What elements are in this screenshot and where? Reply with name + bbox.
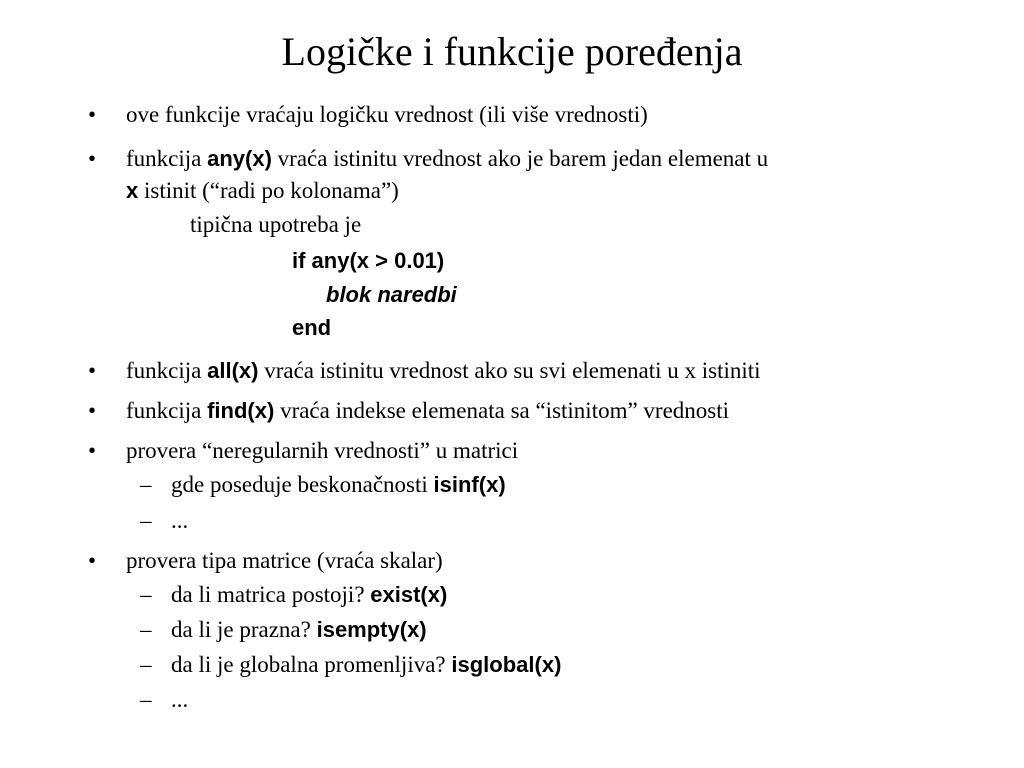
code-x: x xyxy=(126,178,139,203)
bullet-marker: • xyxy=(88,438,97,463)
text-fragment: funkcija xyxy=(126,146,208,171)
code-line-block: blok naredbi xyxy=(326,282,457,307)
bullet-marker: • xyxy=(88,146,97,171)
text-fragment: vraća indekse elemenata sa “istinitom” vrednosti xyxy=(274,398,730,423)
code-line-end: end xyxy=(292,315,332,340)
usage-label: tipična upotreba je xyxy=(190,212,362,237)
dash-marker: – xyxy=(140,652,152,677)
bullet-marker: • xyxy=(88,102,97,127)
text-fragment: da li je globalna promenljiva? xyxy=(171,652,452,677)
code-isglobal: isglobal(x) xyxy=(451,652,562,677)
text-fragment: funkcija xyxy=(126,398,208,423)
bullet-text xyxy=(126,396,729,426)
dash-marker: – xyxy=(140,617,152,642)
bullet-marker: • xyxy=(88,398,97,423)
code-any: any(x) xyxy=(207,146,272,171)
text-fragment: vraća istinitu vrednost ako su svi elemenati u x istiniti xyxy=(258,358,761,383)
bullet-text: provera “neregularnih vrednosti” u matrici xyxy=(126,438,519,463)
code-isinf: isinf(x) xyxy=(433,472,506,497)
code-line-if: if any(x > 0.01) xyxy=(292,248,445,273)
bullet-text xyxy=(126,356,761,386)
text-fragment: istinit (“radi po kolonama”) xyxy=(138,178,399,203)
bullet-marker: • xyxy=(88,358,97,383)
dash-marker: – xyxy=(140,582,152,607)
code-exist: exist(x) xyxy=(370,582,448,607)
bullet-text xyxy=(126,144,768,174)
bullet-text: provera tipa matrice (vraća skalar) xyxy=(126,548,443,573)
code-find: find(x) xyxy=(207,398,275,423)
sub-item-text xyxy=(171,580,447,610)
text-fragment: da li matrica postoji? xyxy=(171,582,371,607)
code-all: all(x) xyxy=(207,358,259,383)
bullet-item-2-continuation xyxy=(126,176,399,206)
sub-item-text xyxy=(171,470,506,500)
text-fragment: gde poseduje beskonačnosti xyxy=(171,472,434,497)
code-isempty: isempty(x) xyxy=(316,617,427,642)
bullet-text: ove funkcije vraćaju logičku vrednost (ili više vrednosti) xyxy=(126,102,648,127)
sub-item-text xyxy=(171,650,561,680)
text-fragment: vraća istinitu vrednost ako je barem jedan elemenat u xyxy=(271,146,769,171)
dash-marker: – xyxy=(140,472,152,497)
dash-marker: – xyxy=(140,687,152,712)
sub-item-text xyxy=(171,615,427,645)
sub-item-text: ... xyxy=(171,687,189,712)
slide-title: Logičke i funkcije poređenja xyxy=(281,29,743,74)
sub-item-text: ... xyxy=(171,508,189,533)
text-fragment: da li je prazna? xyxy=(171,617,317,642)
text-fragment: funkcija xyxy=(126,358,208,383)
dash-marker: – xyxy=(140,508,152,533)
bullet-marker: • xyxy=(88,548,97,573)
